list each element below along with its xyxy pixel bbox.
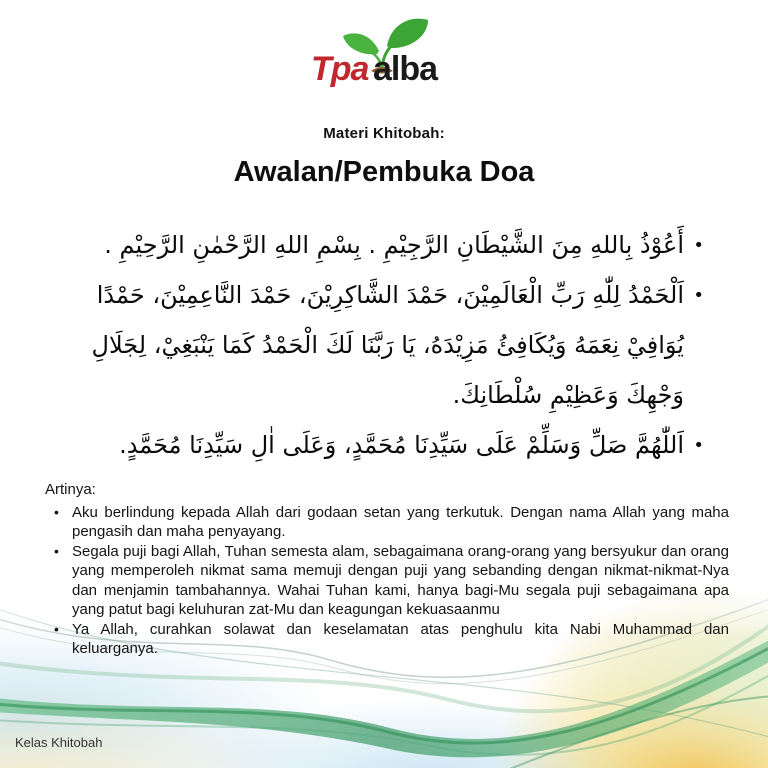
arabic-doa-list xyxy=(86,220,706,470)
bullet-icon: • xyxy=(54,503,59,520)
arabic-doa-item xyxy=(86,220,706,270)
arabic-doa-text: اَللّٰهُمَّ صَلِّ وَسَلِّمْ عَلَى سَيِّدِنَا مُحَمَّدٍ، وَعَلَى اٰلِ سَيِّدِنَا مُحَمَّدٍ. xyxy=(119,431,684,459)
logo-text-tpa: Tpa xyxy=(311,50,369,88)
translation-item xyxy=(45,620,729,659)
bullet-icon: • xyxy=(54,542,59,559)
translation-section xyxy=(45,480,729,659)
kicker-label: Materi Khitobah: xyxy=(323,125,445,142)
translation-item xyxy=(45,503,729,542)
translation-list xyxy=(45,503,729,659)
page-title: Awalan/Pembuka Doa xyxy=(233,156,535,188)
bullet-icon: • xyxy=(693,435,704,456)
arabic-doa-item xyxy=(86,420,706,470)
bullet-icon: • xyxy=(693,285,704,306)
translation-label: Artinya: xyxy=(45,481,96,498)
arabic-doa-item xyxy=(86,270,706,420)
translation-item xyxy=(45,542,729,620)
bullet-icon: • xyxy=(693,235,704,256)
translation-text: Aku berlindung kepada Allah dari godaan setan yang terkutuk. Dengan nama Allah yang maha pengasih dan maha penyayang. xyxy=(72,503,729,540)
bullet-icon: • xyxy=(54,620,59,637)
translation-text: Ya Allah, curahkan solawat dan keselamatan atas penghulu kita Nabi Muhammad dan keluarganya. xyxy=(72,620,729,657)
logo xyxy=(309,10,459,90)
translation-text: Segala puji bagi Allah, Tuhan semesta alam, sebagaimana orang-orang yang bersyukur dan orang yang memperoleh nikmat sama memuji dengan puji yang sebanding dengan nikmat-nikmat-Nya dan menjamin tambahannya. Wahai Tuhan kami, hanya bagi-Mu segala puji sebagaimana apa yang patut bagi keluhuran zat-Mu dan keagungan kekuasaanmu xyxy=(72,542,729,618)
arabic-doa-text: أَعُوْذُ بِاللهِ مِنَ الشَّيْطَانِ الرَّجِيْمِ . بِسْمِ اللهِ الرَّحْمٰنِ الرَّحِيْمِ . xyxy=(104,231,684,259)
logo-text-alba: alba xyxy=(373,50,438,88)
arabic-doa-text: اَلْحَمْدُ لِلّٰهِ رَبِّ الْعَالَمِيْنَ، حَمْدَ الشَّاكِرِيْنَ، حَمْدَ النَّاعِمِيْنَ، حَمْدًا يُوَافِيْ نِعَمَهُ وَيُكَافِئُ مَزِيْدَهُ، يَا رَبَّنَا لَكَ الْحَمْدُ كَمَا يَنْبَغِيْ، لِجَلَالِ وَجْهِكَ وَعَظِيْمِ سُلْطَانِكَ. xyxy=(91,281,684,409)
footer-label: Kelas Khitobah xyxy=(15,735,103,750)
